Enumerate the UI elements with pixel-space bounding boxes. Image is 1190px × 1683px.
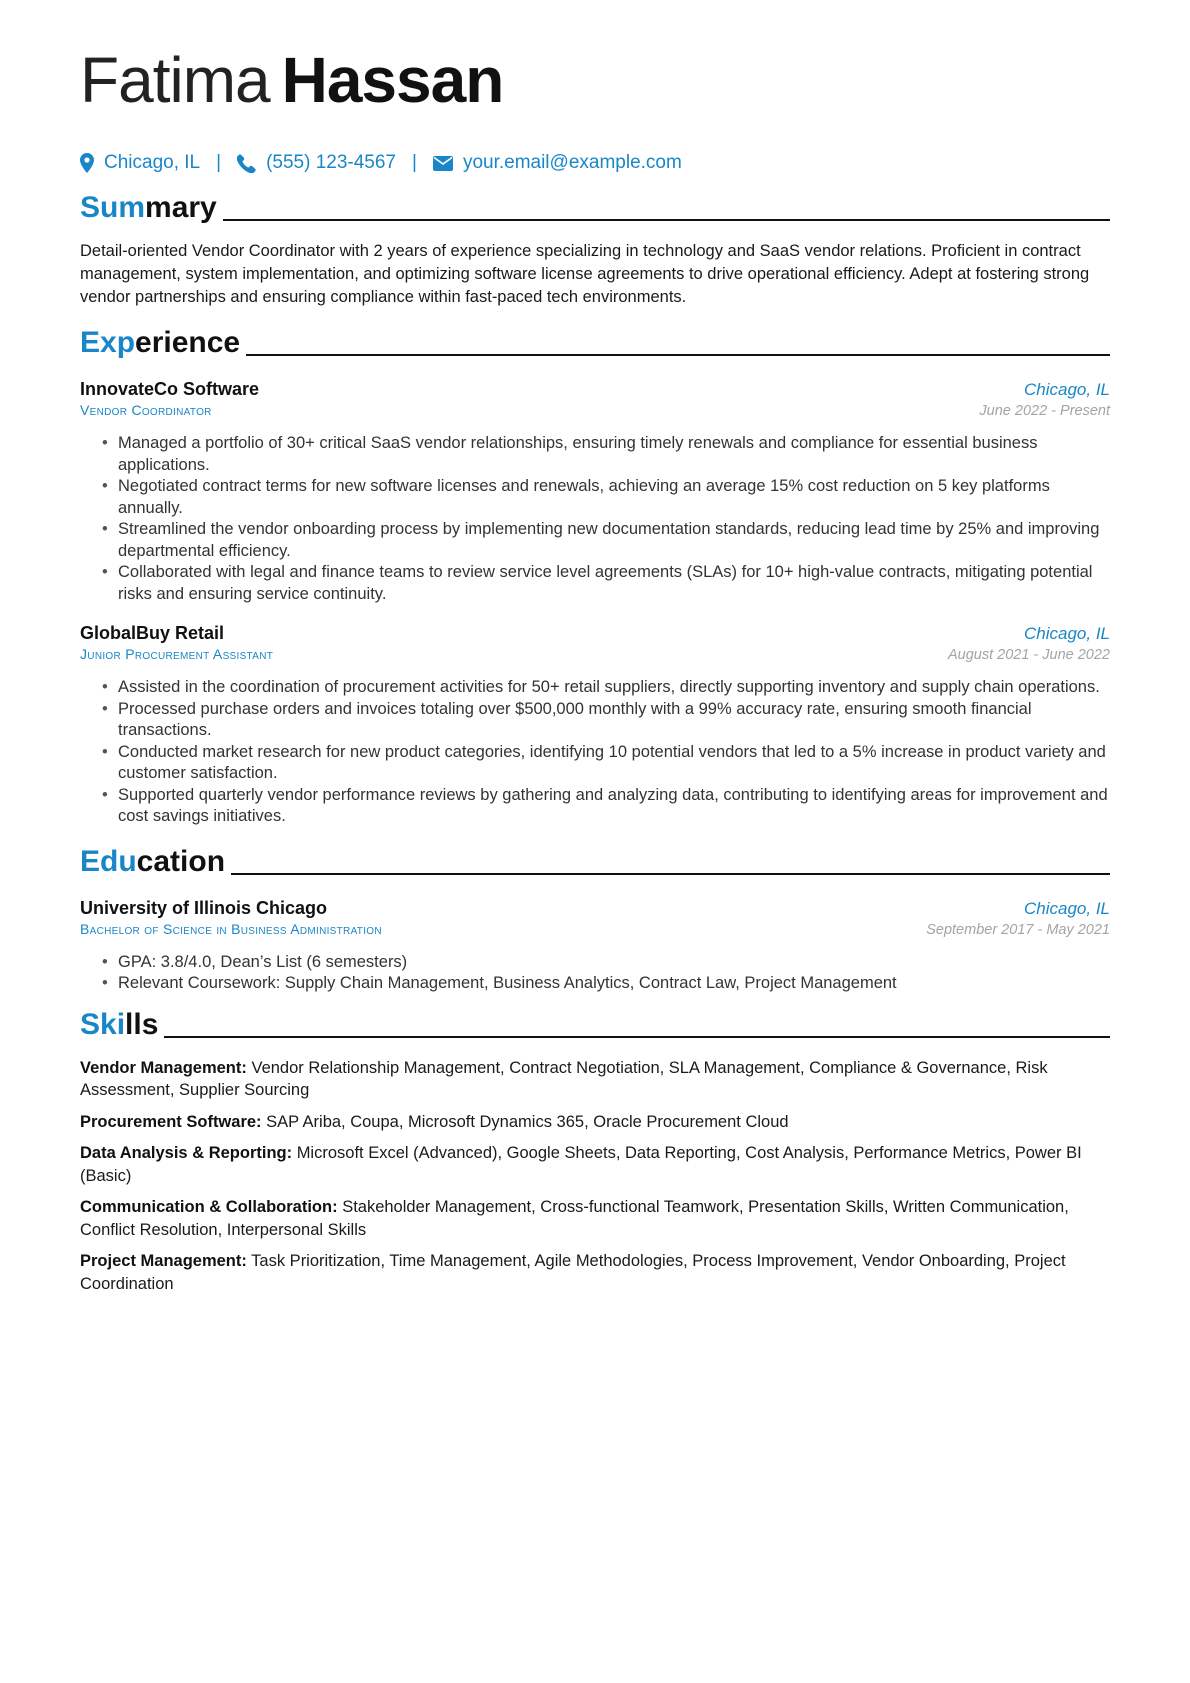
section-divider [231,873,1110,875]
title-accent: Exp [80,326,136,359]
title-accent: Sum [80,191,146,224]
list-item: • Conducted market research for new product categories, identifying 10 potential vendors that led to a 5% increase in product variety and customer satisfaction. [80,742,1110,785]
contact-location [80,152,200,174]
skill-values: Stakeholder Management, Cross-functional Teamwork, Presentation Skills, Written Communication, Conflict Resolution, Interpersonal Skills [80,1198,1069,1239]
list-item: • Assisted in the coordination of procurement activities for 50+ retail suppliers, directly supporting inventory and supply chain operations. [80,677,1110,699]
list-item: • Collaborated with legal and finance teams to review service level agreements (SLAs) for 10+ high-value contracts, mitigating potential risks and ensuring service continuity. [80,562,1110,605]
summary-text: Detail-oriented Vendor Coordinator with 2 years of experience specializing in technology and SaaS vendor relations. Proficient in contract management, system implementation, and optimizing software license agreements to drive operational efficiency. Adept at fostering strong vendor partnerships and ensuring compliance within fast-paced tech environments. [80,242,1090,306]
phone-icon [237,154,256,173]
section-title [80,844,225,880]
experience-entry [80,379,1110,605]
section-title [80,1007,158,1043]
experience-entry [80,623,1110,828]
map-pin-icon [80,153,94,173]
skills-header [80,1003,1110,1043]
school-name: University of Illinois Chicago [80,897,328,918]
title-rest: lls [125,1007,159,1041]
section-title [80,325,240,361]
contact-phone[interactable] [237,152,396,174]
skills-list [80,1057,1110,1296]
title-rest: mary [145,191,217,224]
entry-location: Chicago, IL [1024,898,1110,918]
entry-location: Chicago, IL [1024,624,1110,643]
job-title: Junior Procurement Assistant [80,646,274,662]
bullet-list [80,677,1110,828]
skill-category: Procurement Software: [80,1112,262,1131]
list-item: • Supported quarterly vendor performance reviews by gathering and analyzing data, contributing to identifying areas for improvement and cost savings initiatives. [80,785,1110,828]
contact-separator: | [412,152,417,173]
skill-category: Data Analysis & Reporting: [80,1144,293,1162]
list-item: • Negotiated contract terms for new software licenses and renewals, achieving an average 15% cost reduction on 5 key platforms annually. [80,476,1110,519]
list-item: • Relevant Coursework: Supply Chain Management, Business Analytics, Contract Law, Project Management [80,973,1110,995]
list-item: • Processed purchase orders and invoices totaling over $500,000 monthly with a 99% accuracy rate, ensuring smooth financial transactions. [80,699,1110,742]
section-divider [223,219,1110,221]
skill-category: Communication & Collaboration: [80,1198,338,1216]
list-item: • GPA: 3.8/4.0, Dean’s List (6 semesters) [80,952,1110,974]
last-name: Hassan [281,44,504,116]
skill-row [80,1111,1110,1134]
entry-dates: August 2021 - June 2022 [947,647,1110,663]
entry-location: Chicago, IL [1024,380,1110,399]
full-name [80,40,1110,120]
title-accent: Edu [80,844,137,878]
bullet-list [80,952,1110,995]
list-item: • Streamlined the vendor onboarding process by implementing new documentation standards, reducing lead time by 25% and improving departmental efficiency. [80,519,1110,562]
skill-category: Project Management: [80,1252,247,1270]
skill-values: Vendor Relationship Management, Contract Negotiation, SLA Management, Compliance & Governance, Risk Assessment, Supplier Sourcing [80,1058,1048,1099]
phone-text: (555) 123-4567 [266,152,396,173]
contact-line [80,148,1110,178]
title-rest: cation [136,844,226,878]
bullet-list [80,433,1110,605]
section-title [80,190,217,226]
title-rest: erience [135,326,241,359]
envelope-icon [433,156,453,171]
skill-category: Vendor Management: [80,1058,247,1077]
section-divider [164,1036,1110,1038]
first-name: Fatima [80,44,270,116]
employer-name: InnovateCo Software [80,379,260,399]
skill-values: Microsoft Excel (Advanced), Google Sheets, Data Reporting, Cost Analysis, Performance Metrics, Power BI (Basic) [80,1144,1082,1185]
education-entry [80,898,1110,995]
skill-row [80,1196,1110,1241]
employer-name: GlobalBuy Retail [80,623,225,643]
contact-separator: | [216,152,222,173]
list-item: • Managed a portfolio of 30+ critical SaaS vendor relationships, ensuring timely renewals and compliance for essential business applications. [80,433,1110,476]
section-divider [246,354,1110,356]
entry-dates: September 2017 - May 2021 [926,921,1110,938]
skill-row [80,1250,1110,1295]
skill-row [80,1142,1110,1187]
title-accent: Ski [80,1007,126,1041]
skill-values: Task Prioritization, Time Management, Agile Methodologies, Process Improvement, Vendor Onboarding, Project Coordination [80,1252,1066,1293]
location-text: Chicago, IL [104,152,201,173]
job-title: Vendor Coordinator [80,402,212,418]
contact-email[interactable] [433,152,682,174]
education-header [80,840,1110,880]
degree-title: Bachelor of Science in Business Administration [80,920,382,937]
summary-header [80,186,1110,226]
skill-values: SAP Ariba, Coupa, Microsoft Dynamics 365, Oracle Procurement Cloud [266,1112,789,1131]
entry-dates: June 2022 - Present [979,403,1110,419]
email-link: your.email@example.com [462,152,682,173]
experience-header [80,321,1110,361]
skill-row [80,1057,1110,1102]
